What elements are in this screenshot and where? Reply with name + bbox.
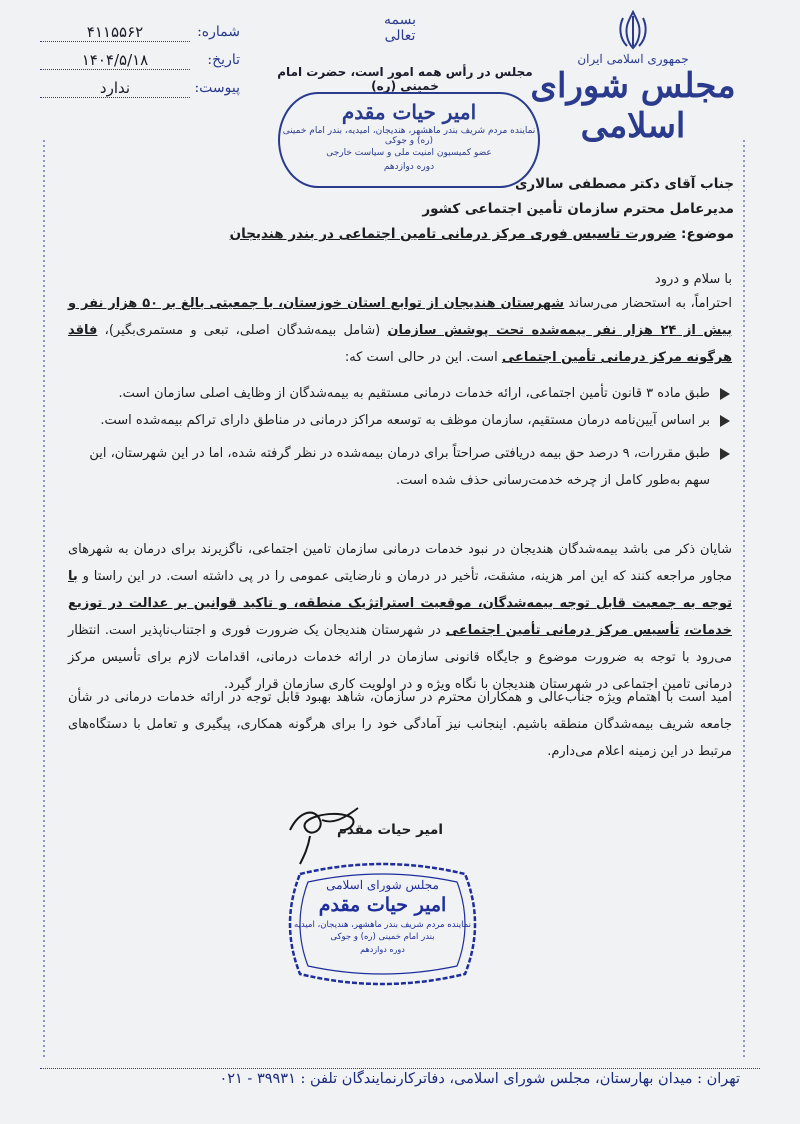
p1-parenthetical: (شامل بیمه‌شدگان اصلی، تبعی و مستمری‌بگیر)، [104,323,381,338]
p2-tail: در شهرستان هندیجان یک ضرورت فوری و اجتناب‌ناپذیر است. انتظار می‌رود با توجه به ضرورت موضوع و جایگاه قانونی سازمان در ارائه خدمات درمانی، اقدامات لازم برای تأسیس مرکز درمانی تامین اجتماعی در شهرستان هندیجان با نگاه ویژه و در اولویت کاری سازمان قرار گیرد. [68,623,732,692]
p2-justification: با توجه به جمعیت قابل توجه بیمه‌شدگان، موقعیت استراتژیک منطقه، و تاکید قوانین بر عدالت در توزیع خدمات، [68,569,733,638]
arrow-bullet-icon [720,415,730,427]
date-label: تاریخ: [207,52,240,68]
parliament-name: مجلس شورای اسلامی [530,66,736,146]
signatory-name: امیر حیات مقدم [337,822,443,838]
footer-address: تهران : میدان بهارستان، مجلس شورای اسلامی، دفاترکارنمایندگان تلفن : ۳۹۹۳۱ - ۰۲۱ [219,1071,740,1087]
seal-line1: نماینده مردم شریف بندر ماهشهر، هندیجان، امیدیه [293,920,472,930]
p3-cooperation: اینجانب نیز آمادگی خود را برای هرگونه همکاری، پیگیری و تعامل با دستگاه‌های مرتبط در این زمینه اعلام می‌دارم. [68,717,732,759]
p1-population: شهرستان هندیجان از توابع استان خوزستان، با جمعیتی بالغ بر ۵۰ هزار نفر و بیش از ۲۴ هزار نفر بیمه‌شده تحت پوشش سازمان [68,296,732,338]
subject-line [174,222,734,247]
bullet-text: طبق ماده ۳ قانون تأمین اجتماعی، ارائه خدمات درمانی مستقیم به بیمه‌شدگان از وظایف اصلی سازمان است. [118,386,710,401]
p1-no-center: فاقد هرگونه مرکز درمانی تأمین اجتماعی [68,323,732,365]
addressee-title: مدیرعامل محترم سازمان تأمین اجتماعی کشور [422,201,734,217]
paragraph-intro [68,290,732,371]
attachment-value: ندارد [40,79,190,98]
p3-hope: امید است با اهتمام ویژه جناب‌عالی و همکاران محترم در سازمان، شاهد بهبود قابل توجه در ارائه خدمات درمانی در شأن جامعه شریف بیمه‌شدگان منطقه باشیم. [68,690,732,732]
seal-line3: دوره دوازدهم [360,945,405,954]
list-item [68,380,732,407]
official-seal [280,878,485,954]
cartouche-constituency: نماینده مردم شریف بندر ماهشهر، هندیجان، امیدیه، بندر امام خمینی (ره) و جوکی [282,126,536,146]
list-item [68,440,732,494]
seal-name: امیر حیات مقدم [318,894,447,916]
footer-divider [40,1068,760,1069]
list-item [68,407,732,434]
cartouche-name: امیر حیات مقدم [341,100,477,124]
number-value: ۴۱۱۵۵۶۲ [40,23,190,42]
seal-line2: بندر امام خمینی (ره) و جوکی [330,932,435,942]
bullet-text: بر اساس آیین‌نامه درمان مستقیم، سازمان موظف به توسعه مراکز درمانی در مناطق دارای تراکم بیمه‌شده است. [100,413,710,428]
cartouche-term: دوره دوازدهم [383,162,435,172]
arrow-bullet-icon [720,388,730,400]
basmala: بسمه تعالی [384,12,416,44]
seal-top: مجلس شورای اسلامی [326,878,439,892]
arrow-bullet-icon [720,448,730,460]
legal-points-list [68,380,732,494]
p2-lead: شایان ذکر می باشد بیمه‌شدگان هندیجان در نبود خدمات درمانی سازمان تامین اجتماعی، ناگزیرند برای درمان به شهرهای مجاور مراجعه کنند که این امر هزینه، مشقت، تأخیر در درمان و نارضایتی عمومی را در پی داشته است. در این راستا و [68,542,733,584]
paragraph-closing [68,684,732,765]
subject-text: ضرورت تاسیس فوری مرکز درمانی تامین اجتماعی در بندر هندیجان [229,226,677,242]
paragraph-need [68,536,732,698]
addressee-block [174,172,734,247]
date-value: ۱۴۰۴/۵/۱۸ [40,51,190,70]
cartouche-commission: عضو کمیسیون امنیت ملی و سیاست خارجی [326,148,492,158]
bullet-text: طبق مقررات، ۹ درصد حق بیمه دریافتی صراحتاً برای درمان بیمه‌شده در نظر گرفته شده، اما در این شهرستان، این سهم به‌طور کامل از چرخه خدمت‌رسانی حذف شده است. [89,446,710,488]
subject-label: موضوع: [681,226,734,242]
p1-lead: احتراماً، به استحضار می‌رساند [568,296,732,311]
republic-line: جمهوری اسلامی ایران [577,52,689,66]
addressee-name: جناب آقای دکتر مصطفی سالاری [515,176,734,192]
attachment-label: پیوست: [194,80,240,96]
number-label: شماره: [197,24,240,40]
greeting: با سلام و درود [654,272,732,287]
p1-tail: است. این در حالی است که: [344,350,498,365]
p2-establish-center: تأسیس مرکز درمانی تأمین اجتماعی [445,623,680,638]
motto: مجلس در رأس همه امور است، حضرت امام خمینی (ره) [277,65,533,93]
